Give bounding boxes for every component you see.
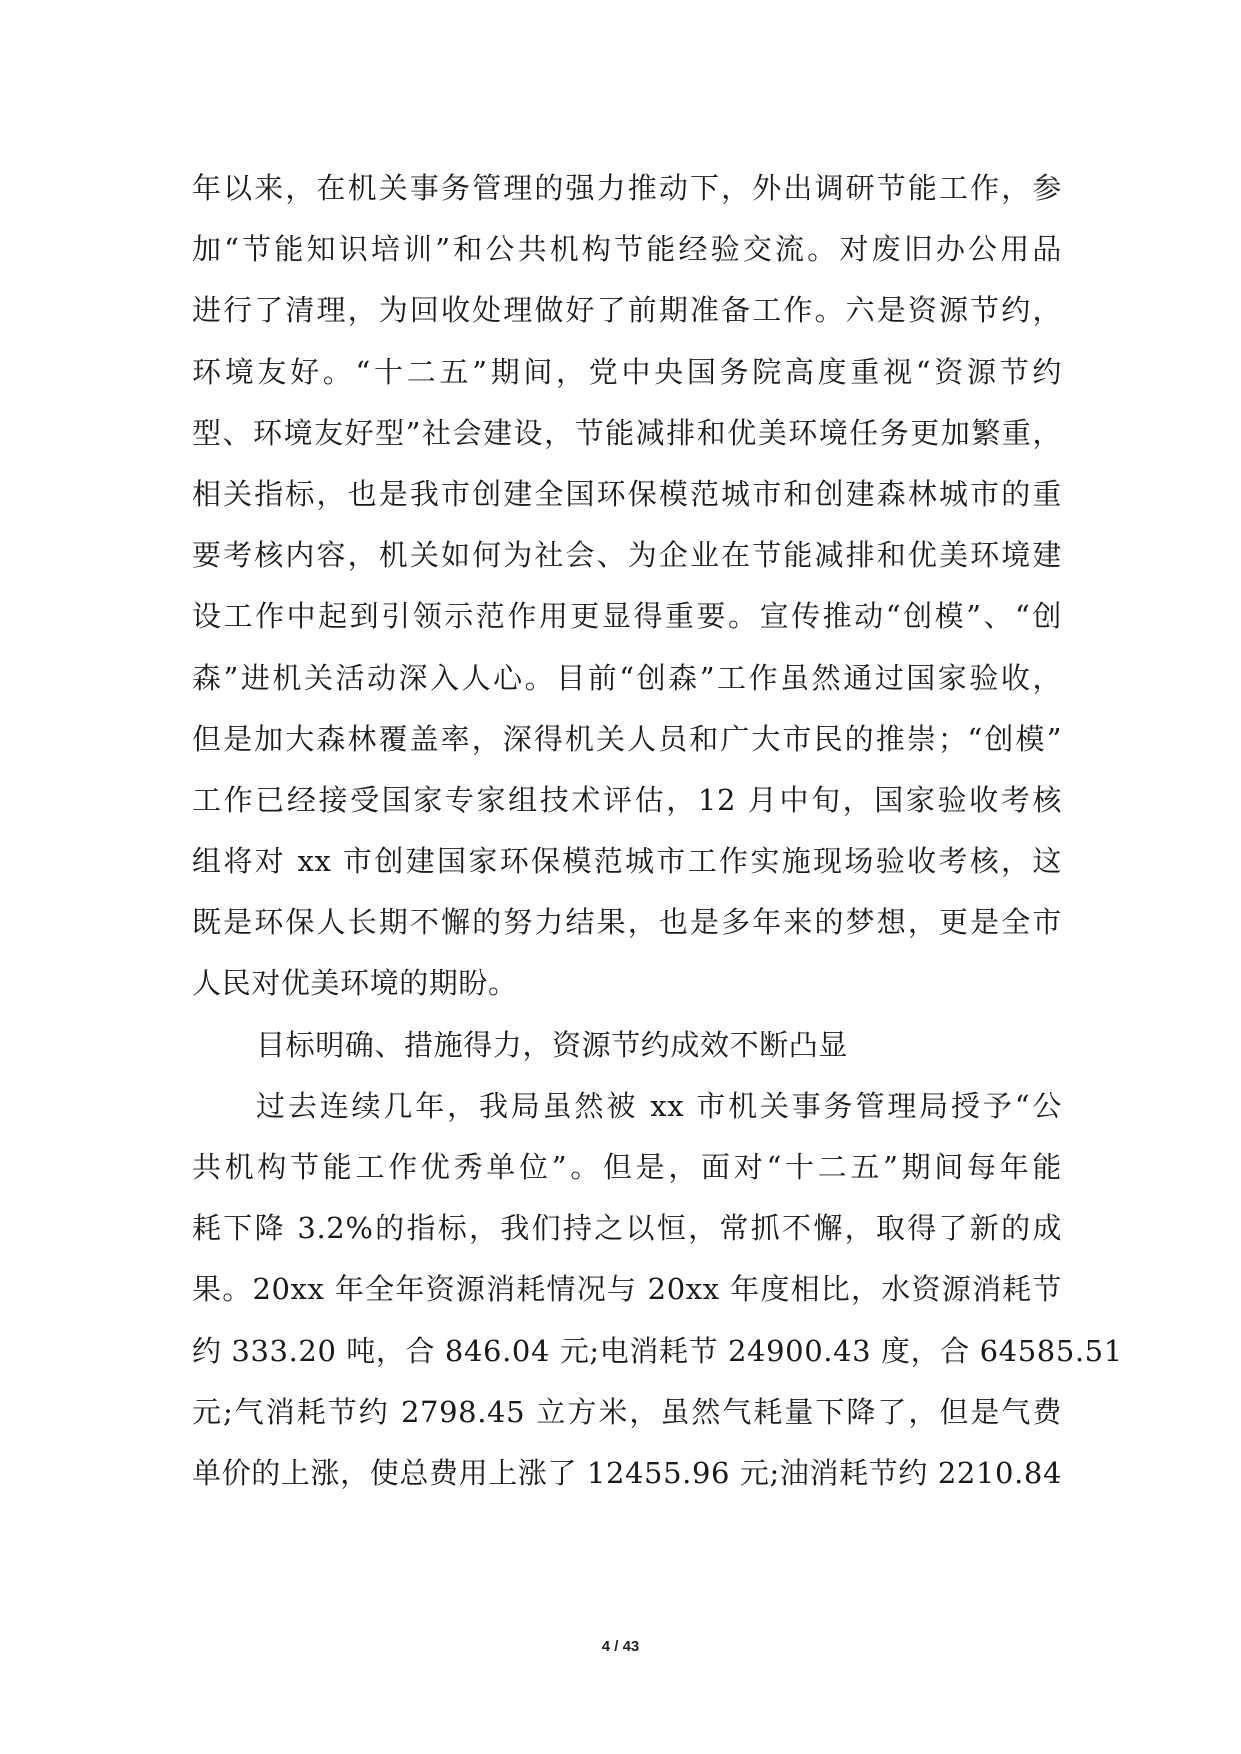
text-line: 共机构节能工作优秀单位”。但是，面对“十二五”期间每年能 <box>192 1150 1062 1184</box>
text-line: 耗下降 3.2%的指标，我们持之以恒，常抓不懈，取得了新的成 <box>192 1211 1062 1246</box>
text-line: 进行了清理，为回收处理做好了前期准备工作。六是资源节约， <box>192 293 1062 328</box>
text-line: 元;气消耗节约 2798.45 立方米，虽然气耗量下降了，但是气费 <box>192 1394 1062 1429</box>
paragraph-first-line: 过去连续几年，我局虽然被 xx 市机关事务管理局授予“公 <box>256 1088 1062 1123</box>
text-line: 组将对 xx 市创建国家环保模范城市工作实施现场验收考核，这 <box>192 844 1062 879</box>
text-line: 要考核内容，机关如何为社会、为企业在节能减排和优美环境建 <box>192 538 1062 573</box>
section-heading: 目标明确、措施得力，资源节约成效不断凸显 <box>256 1027 849 1062</box>
text-line-last: 人民对优美环境的期盼。 <box>192 966 518 1001</box>
page-number: 4 / 43 <box>601 1638 640 1655</box>
text-line: 既是环保人长期不懈的努力结果，也是多年来的梦想，更是全市 <box>192 905 1062 940</box>
text-line: 年以来，在机关事务管理的强力推动下，外出调研节能工作，参 <box>192 171 1062 205</box>
text-line: 设工作中起到引领示范作用更显得重要。宣传推动“创模”、“创 <box>192 599 1062 634</box>
text-line: 环境友好。“十二五”期间，党中央国务院高度重视“资源节约 <box>192 354 1062 389</box>
text-line: 果。20xx 年全年资源消耗情况与 20xx 年度相比，水资源消耗节 <box>192 1272 1062 1307</box>
text-line: 相关指标，也是我市创建全国环保模范城市和创建森林城市的重 <box>192 476 1062 511</box>
text-line: 约 333.20 吨，合 846.04 元;电消耗节 24900.43 度，合 64585.51 <box>192 1333 1123 1368</box>
text-line: 加“节能知识培训”和公共机构节能经验交流。对废旧办公用品 <box>192 232 1062 267</box>
text-line: 单价的上涨，使总费用上涨了 12455.96 元;油消耗节约 2210.84 <box>192 1455 1062 1490</box>
text-line: 但是加大森林覆盖率，深得机关人员和广大市民的推崇；“创模” <box>192 721 1062 756</box>
text-line: 工作已经接受国家专家组技术评估，12 月中旬，国家验收考核 <box>192 782 1062 817</box>
body-text <box>192 158 1123 1504</box>
text-line: 森”进机关活动深入人心。目前“创森”工作虽然通过国家验收， <box>192 660 1062 695</box>
text-line: 型、环境友好型”社会建设，节能减排和优美环境任务更加繁重， <box>192 415 1062 450</box>
